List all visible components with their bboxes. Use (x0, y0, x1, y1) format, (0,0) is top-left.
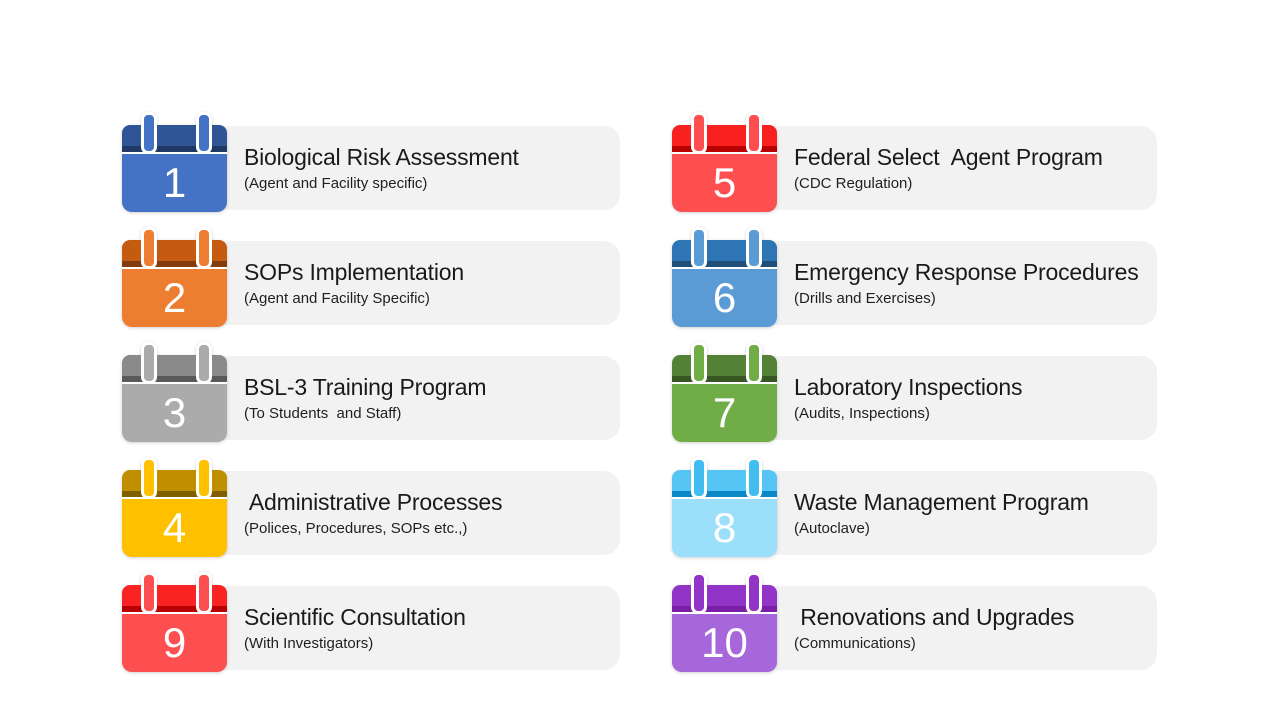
calendar-ring-right-icon (746, 112, 762, 154)
calendar-body (672, 614, 777, 672)
calendar-body (122, 384, 227, 442)
item-subtitle: (Communications) (794, 635, 916, 652)
calendar-icon (672, 457, 777, 557)
calendar-ring-left-icon (691, 227, 707, 269)
item-title: Biological Risk Assessment (244, 144, 519, 170)
item-text-block (244, 586, 614, 670)
calendar-ring-right-icon (196, 227, 212, 269)
program-item (672, 112, 1157, 212)
calendar-ring-right-icon (196, 457, 212, 499)
calendar-body (122, 614, 227, 672)
item-number: 2 (162, 274, 187, 321)
calendar-icon (672, 227, 777, 327)
calendar-ring-left-icon (691, 342, 707, 384)
item-number: 4 (162, 504, 187, 551)
calendar-ring-right-icon (746, 342, 762, 384)
calendar-ring-right-icon (746, 227, 762, 269)
item-subtitle: (Autoclave) (794, 520, 870, 537)
calendar-body (672, 384, 777, 442)
calendar-icon (122, 457, 227, 557)
left-column (122, 112, 620, 687)
item-subtitle: (Polices, Procedures, SOPs etc.,) (244, 520, 468, 537)
program-item (122, 457, 620, 557)
item-number: 1 (162, 159, 187, 206)
calendar-ring-left-icon (691, 457, 707, 499)
item-subtitle: (Agent and Facility Specific) (244, 290, 430, 307)
program-item (122, 342, 620, 442)
item-number: 5 (712, 159, 737, 206)
item-number: 7 (712, 389, 737, 436)
calendar-icon (122, 342, 227, 442)
item-subtitle: (Drills and Exercises) (794, 290, 936, 307)
calendar-icon (672, 342, 777, 442)
calendar-body (672, 269, 777, 327)
item-title: Renovations and Upgrades (794, 604, 1075, 630)
item-text-block (794, 471, 1151, 555)
program-item (122, 112, 620, 212)
item-title: SOPs Implementation (244, 259, 464, 285)
item-text-block (244, 471, 614, 555)
calendar-ring-left-icon (691, 112, 707, 154)
item-subtitle: (To Students and Staff) (244, 405, 402, 422)
item-text-block (244, 126, 614, 210)
calendar-icon (122, 112, 227, 212)
right-column (672, 112, 1157, 687)
program-item (122, 572, 620, 672)
calendar-ring-left-icon (141, 457, 157, 499)
item-number: 9 (162, 619, 187, 666)
calendar-icon (672, 112, 777, 212)
item-subtitle: (With Investigators) (244, 635, 374, 652)
item-number: 3 (162, 389, 187, 436)
calendar-ring-left-icon (141, 227, 157, 269)
item-title: BSL-3 Training Program (244, 374, 487, 400)
item-text-block (794, 356, 1151, 440)
item-text-block (244, 356, 614, 440)
program-item (672, 342, 1157, 442)
calendar-body (672, 499, 777, 557)
item-title: Administrative Processes (244, 489, 503, 515)
calendar-body (122, 269, 227, 327)
calendar-ring-right-icon (196, 342, 212, 384)
item-number: 6 (712, 274, 737, 321)
calendar-ring-right-icon (746, 457, 762, 499)
calendar-ring-left-icon (141, 112, 157, 154)
item-subtitle: (Audits, Inspections) (794, 405, 930, 422)
item-title: Scientific Consultation (244, 604, 466, 630)
item-number: 8 (712, 504, 737, 551)
calendar-body (672, 154, 777, 212)
item-title: Laboratory Inspections (794, 374, 1023, 400)
item-title: Waste Management Program (794, 489, 1089, 515)
calendar-ring-right-icon (746, 572, 762, 614)
calendar-ring-left-icon (691, 572, 707, 614)
calendar-ring-left-icon (141, 342, 157, 384)
item-text-block (794, 586, 1151, 670)
program-item (122, 227, 620, 327)
calendar-ring-left-icon (141, 572, 157, 614)
item-text-block (794, 126, 1151, 210)
calendar-ring-right-icon (196, 572, 212, 614)
calendar-ring-right-icon (196, 112, 212, 154)
item-subtitle: (Agent and Facility specific) (244, 175, 428, 192)
calendar-icon (672, 572, 777, 672)
calendar-body (122, 499, 227, 557)
program-item (672, 457, 1157, 557)
calendar-icon (122, 572, 227, 672)
calendar-body (122, 154, 227, 212)
items-grid (122, 112, 1157, 687)
item-title: Emergency Response Procedures (794, 259, 1139, 285)
item-text-block (794, 241, 1151, 325)
item-text-block (244, 241, 614, 325)
item-title: Federal Select Agent Program (794, 144, 1103, 170)
program-item (672, 227, 1157, 327)
program-item (672, 572, 1157, 672)
item-subtitle: (CDC Regulation) (794, 175, 913, 192)
item-number: 10 (701, 619, 748, 666)
calendar-icon (122, 227, 227, 327)
